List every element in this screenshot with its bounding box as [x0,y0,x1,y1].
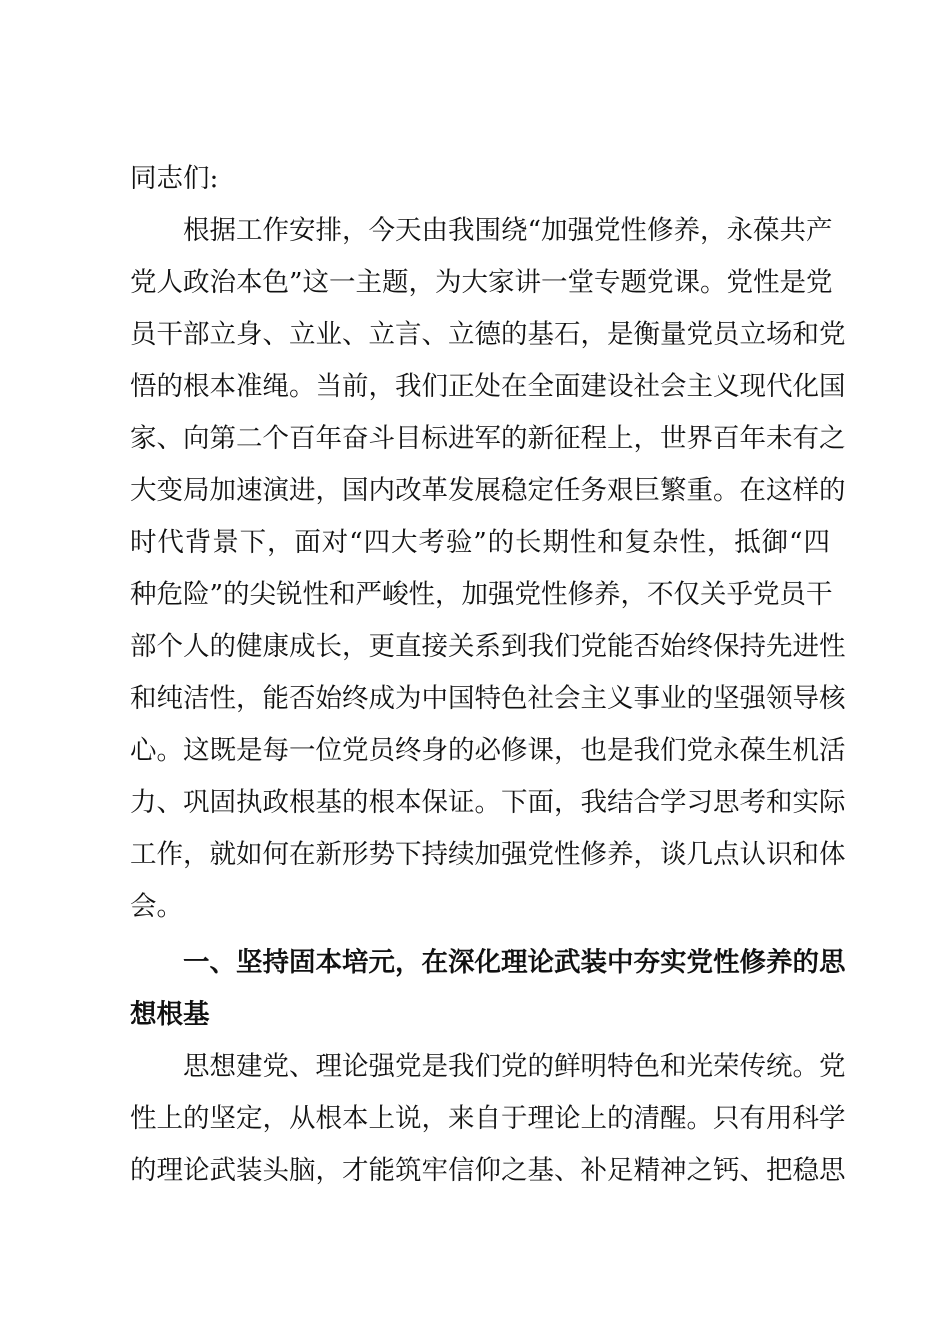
paragraph-section-1 [130,1041,846,1197]
paragraph-line: 根据工作安排，今天由我围绕“加强党性修养，永葆共产 [183,215,833,246]
heading-line: 想根基 [130,999,210,1030]
paragraph-line: 会。 [130,891,183,922]
paragraph-line: 部个人的健康成长，更直接关系到我们党能否始终保持先进性 [130,631,846,662]
paragraph-line: 性上的坚定，从根本上说，来自于理论上的清醒。只有用科学 [130,1103,846,1134]
paragraph-line: 和纯洁性，能否始终成为中国特色社会主义事业的坚强领导核 [130,683,846,714]
paragraph-line: 思想建党、理论强党是我们党的鲜明特色和光荣传统。党 [183,1051,846,1082]
paragraph-line: 大变局加速演进，国内改革发展稳定任务艰巨繁重。在这样的 [130,475,846,506]
paragraph-line: 力、巩固执政根基的根本保证。下面，我结合学习思考和实际 [130,787,846,818]
paragraph-line: 悟的根本准绳。当前，我们正处在全面建设社会主义现代化国 [130,371,846,402]
salutation: 同志们: [130,163,219,194]
paragraph-line: 时代背景下，面对“四大考验”的长期性和复杂性，抵御“四 [130,527,830,558]
paragraph-line: 种危险”的尖锐性和严峻性，加强党性修养，不仅关乎党员干 [130,579,833,610]
paragraph-line: 党人政治本色”这一主题，为大家讲一堂专题党课。党性是党 [130,267,833,298]
paragraph-line: 的理论武装头脑，才能筑牢信仰之基、补足精神之钙、把稳思 [130,1155,846,1186]
section-heading-1 [130,937,846,1041]
paragraph-line: 员干部立身、立业、立言、立德的基石，是衡量党员立场和党 [130,319,846,350]
paragraph-line: 工作，就如何在新形势下持续加强党性修养，谈几点认识和体 [130,839,846,870]
heading-line: 一、坚持固本培元，在深化理论武装中夯实党性修养的思 [183,947,846,978]
paragraph-line: 心。这既是每一位党员终身的必修课，也是我们党永葆生机活 [130,735,846,766]
paragraph-intro [130,205,846,933]
document-body [130,153,846,1197]
paragraph-line: 家、向第二个百年奋斗目标进军的新征程上，世界百年未有之 [130,423,846,454]
